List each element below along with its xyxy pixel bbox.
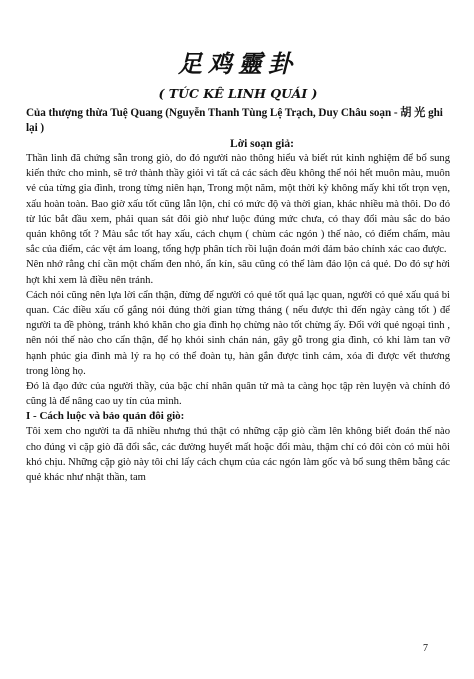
chinese-title: 足鸡靈卦 [178, 49, 298, 78]
author-credit: Của thượng thừa Tuệ Quang (Nguyễn Thanh Tùng Lệ Trạch, Duy Châu soạn - 胡 光 ghi lại ) [26, 107, 443, 134]
paragraph: Thần linh đã chứng sẵn trong giò, do đó người nào thông hiểu và biết rút kinh nghiệm để bổ sung kiến thức cho mình, sẽ trở thành thầy giỏi vì tất cả các sách đều không thể nói hết muôn màu, muôn vẻ của từng gia đình, trong từng niên hạn, Trong một năm, một thời kỳ không mấy khi tốt trọn vẹn, xấu hoàn toàn. Bao giờ xấu tốt cũng lẫn lộn, chỉ có mức độ và thời gian, khác nhiều mà thôi. Do đó từ lúc bắt đầu xem, phải quan sát đôi giò như luộc đúng mức chưa, có thay đổi màu sắc do bảo quản không tốt ? Màu sắc tốt hay xấu, cách chụm ( chùm các ngón ) thế nào, có điểm chấm, màu sắc của điểm, các vệt ám loang, tổng hợp phân tích rồi luận đoán mới đảm bảo chính xác cao được. [26, 153, 450, 256]
paragraph: Đó là đạo đức của người thầy, của bậc chí nhân quân tử mà ta càng học tập rèn luyện và chính đó cũng là để nâng cao uy tín của mình. [26, 381, 450, 408]
paragraph: Cách nói cũng nên lựa lời cẩn thận, đừng để người có quẻ tốt quá lạc quan, người có quẻ xấu quá bi quan. Các điều xấu cố gắng nói đúng thời gian từng tháng ( nếu được thì đến ngày càng tốt ) để người ta đề phòng, tránh khó khăn cho gia đình họ chừng nào tốt chừng ấy. Đối với quẻ ngoại tình , nên nói thế nào cho cẩn thận, để họ khỏi sinh chán nản, gây gỗ trong gia đình, có khi làm tan vỡ hạnh phúc gia đình mà lý ra họ có thể đoàn tụ, hàn gắn được tình cảm, xóa đi được vết thương trong lòng họ. [26, 289, 450, 377]
page-number: 7 [423, 643, 428, 654]
section-paragraph: Tôi xem cho người ta đã nhiều nhưng thú thật có những cặp giò cầm lên không biết đoán thế nào cho đúng vì cặp giò đã đổi sắc, các đường huyết mất hoặc đổi màu, thậm chí có đôi còn có mùi hôi khó chịu. Những cặp giò này tôi chỉ lấy cách chụm của các ngón làm gốc và bổ sung thêm bằng các quẻ khác như nhật thần, tam [26, 426, 450, 484]
vietnamese-title: ( TÚC KÊ LINH QUÁI ) [158, 86, 318, 101]
section-heading: I - Cách luộc và bảo quản đôi giò: [26, 410, 185, 423]
preface-heading: Lời soạn giả: [230, 138, 294, 150]
paragraph: Nên nhớ rằng chỉ cần một chấm đen nhỏ, ẩn kín, sâu cũng có thể làm đảo lộn cả quẻ. Do đó sự hời hợt khi xem là điều nên tránh. [26, 259, 450, 286]
